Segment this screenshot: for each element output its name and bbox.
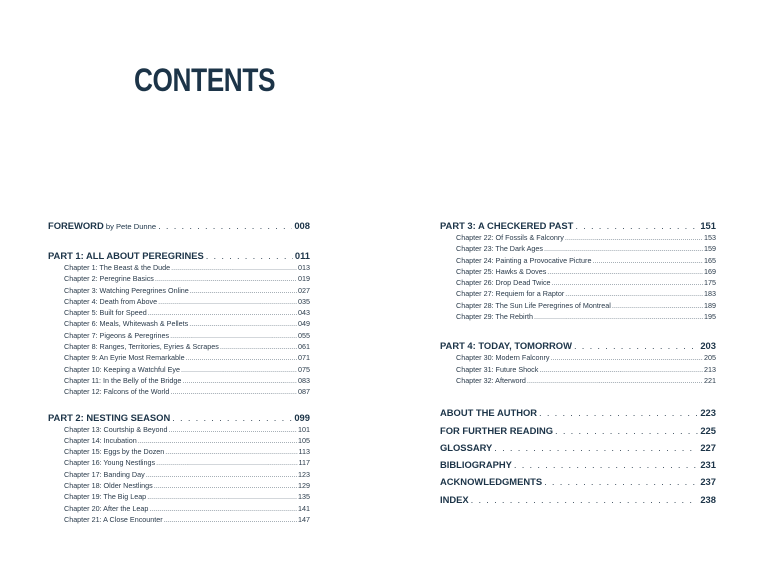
- back-matter-list: [440, 404, 716, 508]
- page-number: 075: [298, 364, 310, 374]
- toc-chapter-entry[interactable]: [48, 424, 310, 435]
- chapter-label: Chapter 15: Eggs by the Dozen: [64, 447, 165, 457]
- toc-back-matter-entry[interactable]: [440, 404, 716, 421]
- chapter-label: Chapter 8: Ranges, Territories, Eyries & Scrapes: [64, 342, 219, 352]
- page-number: 105: [298, 435, 310, 445]
- dot-leader: [539, 404, 698, 421]
- page-number: 099: [294, 411, 310, 423]
- chapter-label: Chapter 30: Modern Falconry: [456, 353, 550, 363]
- chapter-label: Chapter 23: The Dark Ages: [456, 244, 543, 254]
- page-number: 123: [298, 469, 310, 479]
- dot-leader: [148, 307, 297, 318]
- page-number: 083: [298, 375, 310, 385]
- part-label: PART 2: NESTING SEASON: [48, 411, 171, 423]
- toc-back-matter-entry[interactable]: [440, 439, 716, 456]
- chapter-label: Chapter 27: Requiem for a Raptor: [456, 289, 565, 299]
- chapter-label: Chapter 29: The Rebirth: [456, 312, 533, 322]
- toc-chapter-entry[interactable]: [440, 311, 716, 322]
- chapter-label: Chapter 6: Meals, Whitewash & Pellets: [64, 319, 189, 329]
- chapter-label: Chapter 11: In the Belly of the Bridge: [64, 375, 182, 385]
- toc-chapter-entry[interactable]: [48, 446, 310, 457]
- dot-leader: [206, 250, 293, 262]
- chapter-label: Chapter 17: Banding Day: [64, 469, 145, 479]
- foreword-author: by Pete Dunne: [103, 222, 157, 231]
- page-number: 043: [298, 308, 310, 318]
- chapter-label: Chapter 20: After the Leap: [64, 503, 149, 513]
- dot-leader: [565, 288, 703, 299]
- page-number: 071: [298, 353, 310, 363]
- chapter-label: Chapter 4: Death from Above: [64, 296, 158, 306]
- page-number: 159: [704, 244, 716, 254]
- dot-leader: [220, 341, 297, 352]
- toc-part-3[interactable]: [440, 220, 716, 232]
- toc-chapter-entry[interactable]: [440, 255, 716, 266]
- dot-leader: [565, 232, 703, 243]
- toc-chapter-entry[interactable]: [48, 469, 310, 480]
- dot-leader: [170, 330, 297, 341]
- dot-leader: [592, 255, 703, 266]
- toc-chapter-entry[interactable]: [440, 375, 716, 386]
- back-matter-label: GLOSSARY: [440, 441, 493, 453]
- dot-leader: [550, 352, 703, 363]
- toc-back-matter-entry[interactable]: [440, 491, 716, 508]
- toc-back-matter-entry[interactable]: [440, 473, 716, 490]
- chapter-label: Chapter 21: A Close Encounter: [64, 514, 163, 524]
- page-number: 049: [298, 319, 310, 329]
- toc-part-4[interactable]: [440, 340, 716, 352]
- toc-part-2[interactable]: [48, 412, 310, 424]
- back-matter-label: ABOUT THE AUTHOR: [440, 407, 538, 419]
- page-number: 175: [704, 278, 716, 288]
- toc-chapter-entry[interactable]: [48, 375, 310, 386]
- chapter-list-part-2: [48, 424, 310, 526]
- page-number: 061: [298, 342, 310, 352]
- page-number: 055: [298, 330, 310, 340]
- toc-chapter-entry[interactable]: [48, 296, 310, 307]
- dot-leader: [555, 422, 698, 439]
- page-number: 129: [298, 481, 310, 491]
- chapter-label: Chapter 2: Peregrine Basics: [64, 274, 154, 284]
- back-matter-label: ACKNOWLEDGMENTS: [440, 476, 543, 488]
- toc-chapter-entry[interactable]: [48, 480, 310, 491]
- toc-chapter-entry[interactable]: [48, 262, 310, 273]
- dot-leader: [147, 491, 297, 502]
- dot-leader: [527, 375, 703, 386]
- page-number: 165: [704, 255, 716, 265]
- dot-leader: [534, 311, 703, 322]
- toc-chapter-entry[interactable]: [48, 435, 310, 446]
- chapter-label: Chapter 16: Young Nestlings: [64, 458, 156, 468]
- toc-part-1[interactable]: [48, 250, 310, 262]
- dot-leader: [612, 300, 703, 311]
- back-matter-label: INDEX: [440, 493, 469, 505]
- toc-chapter-entry[interactable]: [48, 364, 310, 375]
- toc-chapter-entry[interactable]: [48, 318, 310, 329]
- dot-leader: [168, 424, 297, 435]
- chapter-list-part-1: [48, 262, 310, 398]
- page-number: 221: [704, 375, 716, 385]
- dot-leader: [146, 469, 297, 480]
- part-label: PART 1: ALL ABOUT PEREGRINES: [48, 250, 204, 261]
- back-matter-label: FOR FURTHER READING: [440, 424, 554, 436]
- toc-chapter-entry[interactable]: [440, 352, 716, 363]
- dot-leader: [172, 412, 292, 424]
- dot-leader: [575, 220, 698, 232]
- chapter-label: Chapter 7: Pigeons & Peregrines: [64, 330, 170, 340]
- dot-leader: [182, 375, 297, 386]
- chapter-label: Chapter 28: The Sun Life Peregrines of Montreal: [456, 300, 611, 310]
- dot-leader: [154, 480, 297, 491]
- chapter-label: Chapter 5: Built for Speed: [64, 308, 147, 318]
- chapter-label: Chapter 18: Older Nestlings: [64, 481, 153, 491]
- dot-leader: [574, 340, 698, 352]
- chapter-list-part-3: [440, 232, 716, 322]
- dot-leader: [189, 318, 297, 329]
- toc-left-column: [48, 220, 310, 525]
- chapter-label: Chapter 26: Drop Dead Twice: [456, 278, 551, 288]
- dot-leader: [544, 473, 698, 490]
- dot-leader: [547, 266, 703, 277]
- page-title: CONTENTS: [134, 62, 276, 98]
- toc-chapter-entry[interactable]: [440, 243, 716, 254]
- page-number: 153: [704, 233, 716, 242]
- toc-right-column: [440, 220, 716, 508]
- part-label: PART 4: TODAY, TOMORROW: [440, 340, 572, 352]
- page-number: 027: [298, 285, 310, 295]
- chapter-label: Chapter 13: Courtship & Beyond: [64, 424, 168, 434]
- toc-back-matter-entry[interactable]: [440, 422, 716, 439]
- chapter-list-part-4: [440, 352, 716, 386]
- page-number: 231: [700, 459, 716, 471]
- page-number: 019: [298, 274, 310, 284]
- chapter-label: Chapter 25: Hawks & Doves: [456, 266, 547, 276]
- chapter-label: Chapter 19: The Big Leap: [64, 492, 147, 502]
- dot-leader: [164, 514, 297, 525]
- page-number: 013: [298, 263, 310, 272]
- page-number: 205: [704, 353, 716, 363]
- toc-chapter-entry[interactable]: [48, 273, 310, 284]
- dot-leader: [170, 386, 297, 397]
- dot-leader: [539, 364, 703, 375]
- chapter-label: Chapter 31: Future Shock: [456, 364, 539, 374]
- page-number: 135: [298, 492, 310, 502]
- page-number: 227: [700, 441, 716, 453]
- foreword-label: FOREWORD: [48, 220, 104, 231]
- page-number: 223: [700, 407, 716, 419]
- part-label: PART 3: A CHECKERED PAST: [440, 220, 574, 231]
- dot-leader: [190, 285, 297, 296]
- dot-leader: [158, 220, 292, 232]
- chapter-label: Chapter 3: Watching Peregrines Online: [64, 285, 189, 295]
- page-number: 113: [298, 447, 310, 457]
- page-number: 237: [700, 476, 716, 488]
- dot-leader: [494, 439, 698, 456]
- dot-leader: [158, 296, 297, 307]
- toc-chapter-entry[interactable]: [48, 503, 310, 514]
- chapter-label: Chapter 32: Afterword: [456, 375, 526, 385]
- toc-chapter-entry[interactable]: [440, 232, 716, 243]
- chapter-label: Chapter 14: Incubation: [64, 435, 137, 445]
- page-number: 189: [704, 300, 716, 310]
- chapter-label: Chapter 9: An Eyrie Most Remarkable: [64, 353, 185, 363]
- page-number: 238: [700, 493, 716, 505]
- page-number: 141: [298, 503, 310, 513]
- toc-chapter-entry[interactable]: [48, 341, 310, 352]
- page-number: 151: [700, 220, 716, 231]
- page-number: 169: [704, 266, 716, 276]
- page-number: 213: [704, 364, 716, 374]
- dot-leader: [552, 277, 703, 288]
- toc-chapter-entry[interactable]: [48, 352, 310, 363]
- page-number: 147: [298, 514, 310, 524]
- toc-chapter-entry[interactable]: [48, 491, 310, 502]
- page-number: 087: [298, 387, 310, 397]
- toc-chapter-entry[interactable]: [440, 288, 716, 299]
- chapter-label: Chapter 12: Falcons of the World: [64, 387, 170, 397]
- chapter-label: Chapter 24: Painting a Provocative Picture: [456, 255, 592, 265]
- back-matter-label: BIBLIOGRAPHY: [440, 459, 512, 471]
- dot-leader: [181, 364, 297, 375]
- toc-chapter-entry[interactable]: [440, 364, 716, 375]
- dot-leader: [186, 352, 297, 363]
- page-number: 225: [700, 424, 716, 436]
- dot-leader: [544, 243, 703, 254]
- toc-chapter-entry[interactable]: [440, 266, 716, 277]
- page-number: 195: [704, 312, 716, 322]
- dot-leader: [514, 456, 698, 473]
- toc-entry-foreword[interactable]: [48, 220, 310, 232]
- toc-chapter-entry[interactable]: [48, 457, 310, 468]
- page-number: 117: [298, 458, 310, 468]
- toc-chapter-entry[interactable]: [48, 285, 310, 296]
- dot-leader: [155, 273, 297, 284]
- chapter-label: Chapter 22: Of Fossils & Falconry: [456, 233, 564, 242]
- toc-chapter-entry[interactable]: [48, 386, 310, 397]
- dot-leader: [138, 435, 297, 446]
- chapter-label: Chapter 1: The Beast & the Dude: [64, 263, 171, 272]
- toc-chapter-entry[interactable]: [440, 277, 716, 288]
- page-number: 035: [298, 296, 310, 306]
- page-number: 183: [704, 289, 716, 299]
- page-number: 101: [298, 424, 310, 434]
- toc-chapter-entry[interactable]: [48, 330, 310, 341]
- dot-leader: [149, 503, 297, 514]
- toc-chapter-entry[interactable]: [440, 300, 716, 311]
- dot-leader: [156, 457, 297, 468]
- dot-leader: [471, 491, 699, 508]
- dot-leader: [165, 446, 297, 457]
- chapter-label: Chapter 10: Keeping a Watchful Eye: [64, 364, 180, 374]
- toc-back-matter-entry[interactable]: [440, 456, 716, 473]
- page-number: 203: [700, 340, 716, 352]
- dot-leader: [171, 262, 297, 273]
- page-number: 008: [294, 220, 310, 231]
- toc-chapter-entry[interactable]: [48, 307, 310, 318]
- toc-chapter-entry[interactable]: [48, 514, 310, 525]
- page-number: 011: [294, 250, 310, 261]
